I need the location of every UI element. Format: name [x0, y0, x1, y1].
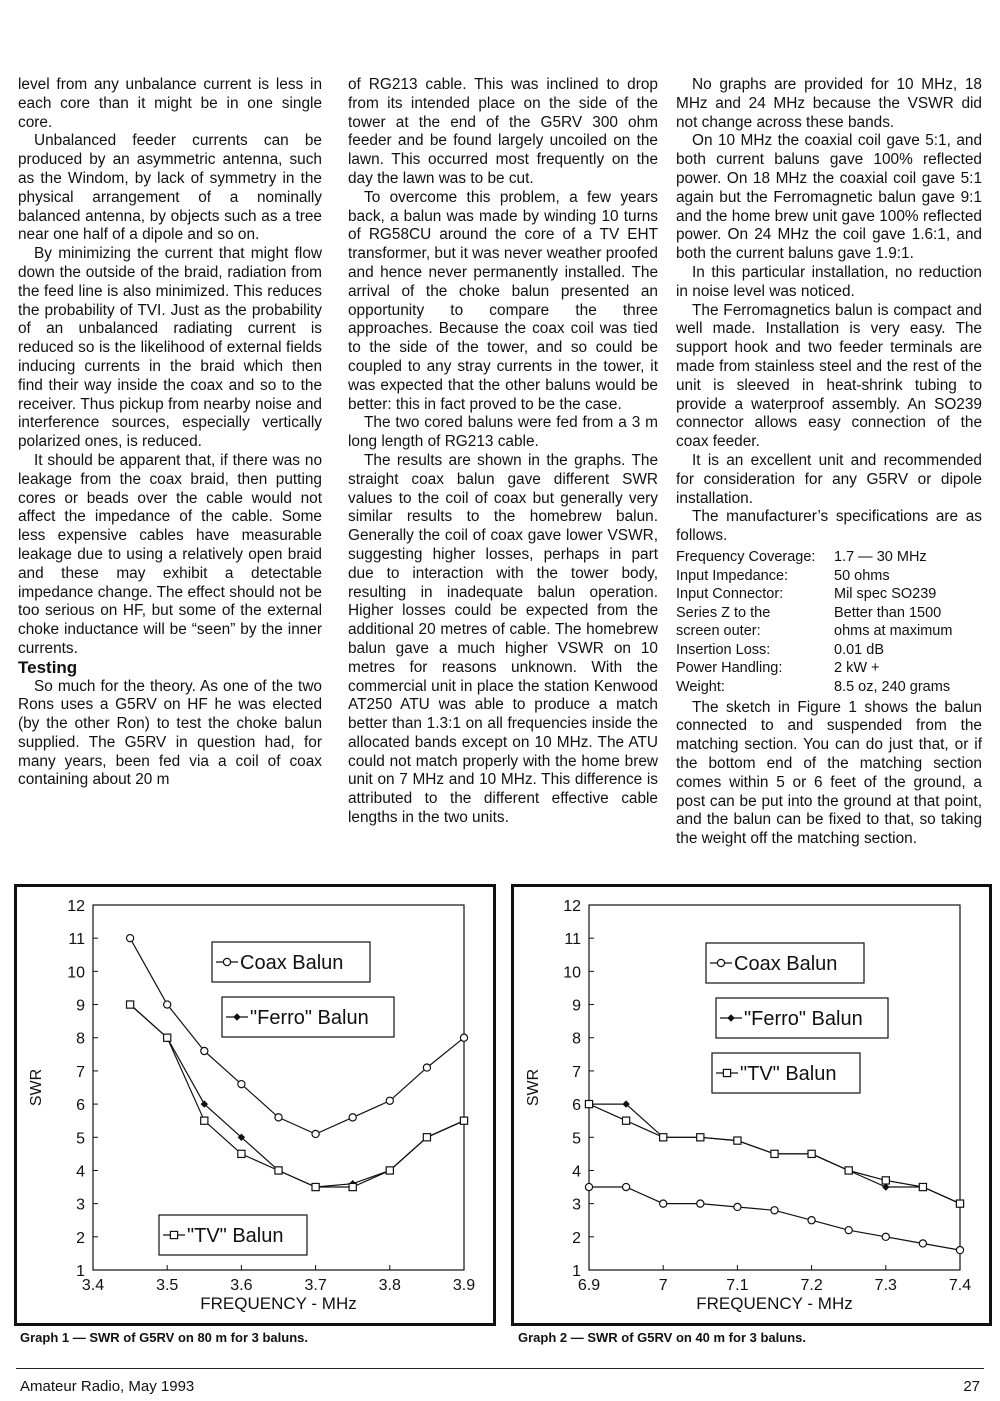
footer-publication: Amateur Radio, May 1993 [20, 1378, 195, 1395]
legend-entry [222, 997, 394, 1037]
spec-label: Power Handling: [676, 660, 783, 677]
legend-marker [170, 1231, 177, 1238]
y-tick-label: 1 [76, 1263, 85, 1280]
data-point [771, 1150, 778, 1157]
paragraph: So much for the theory. As one of the two Rons uses a G5RV on HF he was elected (by the other Ron) to test the choke balun supplied. The G5RV in question had, for many years, been fed via a coil of coax containing about 20 m [18, 677, 322, 789]
data-point [201, 1117, 208, 1124]
paragraph: level from any unbalance current is less in each core than it might be in one single core. [18, 76, 322, 131]
spec-row [676, 604, 982, 623]
graph-2-canvas [514, 887, 989, 1323]
data-point [956, 1246, 963, 1253]
x-tick-label: 3.5 [156, 1277, 179, 1294]
data-point [771, 1207, 778, 1214]
spec-value: 50 ohms [834, 567, 890, 584]
y-tick-label: 12 [563, 898, 581, 915]
data-point [460, 1117, 467, 1124]
data-point [845, 1227, 852, 1234]
footer-page-number: 27 [963, 1378, 980, 1395]
text-column-2 [348, 76, 658, 828]
data-point [386, 1097, 393, 1104]
spec-value: ohms at maximum [834, 623, 953, 640]
paragraph: The two cored baluns were fed from a 3 m long length of RG213 cable. [348, 414, 658, 451]
data-point [386, 1167, 393, 1174]
data-point [734, 1203, 741, 1210]
footer-rule [16, 1368, 984, 1369]
spec-label: Input Impedance: [676, 567, 789, 584]
section-heading-testing: Testing [18, 657, 78, 677]
data-point [919, 1183, 926, 1190]
data-point [275, 1114, 282, 1121]
spec-row [676, 659, 982, 678]
legend-label: Coax Balun [240, 952, 344, 974]
y-axis-label: SWR [28, 1068, 45, 1107]
data-point [808, 1150, 815, 1157]
x-tick-label: 3.8 [378, 1277, 401, 1294]
data-point [845, 1167, 852, 1174]
y-tick-label: 1 [572, 1263, 581, 1280]
x-tick-label: 7.1 [726, 1277, 749, 1294]
y-tick-label: 11 [68, 931, 85, 949]
legend-label: "TV" Balun [740, 1063, 837, 1085]
data-point [238, 1150, 245, 1157]
legend-marker [723, 1069, 730, 1076]
paragraph: The results are shown in the graphs. The straight coax balun gave different SWR values to the coil of coax but generally very similar results to the homebrew balun. Generally the coil of coax gave lower VSWR, suggesting higher losses, perhaps in part due to interaction with the tower body, resulting in inadequate balun operation. Higher losses could be expected from the additional 20 metres of cable. The homebrew balun gave a much higher VSWR on 10 metres for reasons unknown. With the commercial unit in place the station Kenwood AT250 ATU was able to produce a match better than 1.3:1 on all frequencies inside the allocated bands except on 10 MHz. The ATU could not match properly with the home brew unit on 7 MHz and 10 MHz. This difference is attributed to the different effective cable lengths in the two units. [348, 451, 658, 827]
spec-row [676, 567, 982, 586]
legend-label: "TV" Balun [187, 1225, 284, 1247]
data-point [127, 935, 134, 942]
paragraph: of RG213 cable. This was inclined to drop from its intended place on the side of the tower at the end of the G5RV 300 ohm feeder and be found largely uncoiled on the lawn. This occurred most frequently on the day the lawn was to be cut. [348, 76, 658, 187]
spec-value: 8.5 oz, 240 grams [834, 679, 951, 696]
x-tick-label: 3.4 [81, 1277, 105, 1294]
y-tick-label: 10 [563, 964, 581, 982]
y-axis-label: SWR [525, 1068, 542, 1107]
data-point [201, 1047, 208, 1054]
data-point [127, 1001, 134, 1008]
legend-entry [712, 1053, 860, 1093]
paragraph: It should be apparent that, if there was no leakage from the coax braid, then putting cores or beads over the cable would not affect the impedance of the cable. Some less expensive cables have measurable leakage due to using a relatively open braid and these may exhibit a detectable impedance change. The effect should not be too serious on HF, but some of the external choke inductance will be “seen” by the inner currents. [18, 451, 322, 657]
data-point [956, 1200, 963, 1207]
spec-row [676, 641, 982, 660]
paragraph: The Ferromagnetics balun is compact and well made. Installation is very easy. The support hook and two feeder terminals are made from stainless steel and the rest of the unit is sleeved in heat-shrink tubing to provide a waterproof assembly. An SO239 connector allows easy connection of the coax feeder. [676, 301, 982, 451]
x-tick-label: 3.6 [230, 1277, 253, 1294]
graph-1-80m-swr [14, 884, 496, 1326]
graph-2-caption: Graph 2 — SWR of G5RV on 40 m for 3 baluns. [518, 1330, 806, 1345]
series-line [589, 1187, 960, 1250]
legend-entry [706, 943, 864, 983]
data-point [808, 1217, 815, 1224]
y-tick-label: 10 [67, 964, 85, 982]
x-tick-label: 7.2 [800, 1277, 823, 1294]
data-point [585, 1100, 592, 1107]
data-point [623, 1183, 630, 1190]
x-tick-label: 7 [658, 1277, 668, 1294]
spec-value: 2 kW + [834, 660, 880, 677]
data-point [164, 1034, 171, 1041]
spec-value: Mil spec SO239 [834, 586, 937, 603]
data-point [919, 1240, 926, 1247]
y-tick-label: 6 [76, 1097, 85, 1115]
data-point [423, 1064, 430, 1071]
legend-marker [717, 959, 724, 966]
graph-1-canvas [17, 887, 493, 1323]
y-tick-label: 9 [572, 997, 581, 1015]
data-point [734, 1137, 741, 1144]
spec-label: Input Connector: [676, 586, 784, 603]
paragraph: In this particular installation, no reduction in noise level was noticed. [676, 263, 982, 300]
y-tick-label: 6 [572, 1097, 581, 1115]
y-tick-label: 5 [572, 1130, 581, 1148]
y-tick-label: 3 [76, 1196, 85, 1214]
data-point [349, 1183, 356, 1190]
y-tick-label: 2 [572, 1229, 581, 1247]
data-point [697, 1200, 704, 1207]
data-point [882, 1233, 889, 1240]
spec-row [676, 548, 982, 567]
text-column-1 [18, 76, 322, 790]
y-tick-label: 7 [572, 1063, 581, 1081]
data-point [164, 1001, 171, 1008]
spec-label: screen outer: [676, 623, 761, 640]
data-point [312, 1130, 319, 1137]
spec-row [676, 622, 982, 641]
y-tick-label: 2 [76, 1229, 85, 1247]
legend-label: "Ferro" Balun [250, 1007, 369, 1029]
spec-label: Weight: [676, 679, 725, 696]
data-point [660, 1134, 667, 1141]
data-point [623, 1117, 630, 1124]
data-point [460, 1034, 467, 1041]
y-tick-label: 8 [76, 1030, 85, 1048]
y-tick-label: 5 [76, 1130, 85, 1148]
data-point [882, 1177, 889, 1184]
legend-entry [159, 1215, 307, 1255]
graph-2-40m-swr [511, 884, 992, 1326]
data-point [312, 1183, 319, 1190]
x-tick-label: 3.9 [452, 1277, 476, 1294]
data-point [349, 1114, 356, 1121]
spec-table [676, 548, 982, 697]
y-tick-label: 7 [76, 1063, 85, 1081]
y-tick-label: 4 [572, 1163, 581, 1181]
x-tick-label: 3.7 [304, 1277, 327, 1294]
spec-row [676, 585, 982, 604]
series-square [585, 1100, 963, 1207]
data-point [883, 1184, 889, 1190]
legend-entry [212, 942, 370, 982]
spec-label: Frequency Coverage: [676, 548, 816, 565]
spec-value: 1.7 — 30 MHz [834, 548, 927, 565]
x-axis-label: FREQUENCY - MHz [200, 1294, 357, 1313]
x-tick-label: 6.9 [577, 1277, 601, 1294]
spec-label: Insertion Loss: [676, 641, 771, 658]
y-tick-label: 3 [572, 1196, 581, 1214]
data-point [660, 1200, 667, 1207]
data-point [585, 1183, 592, 1190]
paragraph: No graphs are provided for 10 MHz, 18 MHz and 24 MHz because the VSWR did not change across these bands. [676, 76, 982, 131]
spec-value: 0.01 dB [834, 641, 884, 658]
legend-label: Coax Balun [734, 953, 838, 975]
y-tick-label: 12 [67, 898, 85, 915]
data-point [238, 1081, 245, 1088]
paragraph: To overcome this problem, a few years back, a balun was made by winding 10 turns of RG58CU around the core of a TV EHT transformer, but it was never weather proofed and hence never permanently installed. The arrival of the choke balun presented an opportunity to compare the three approaches. Because the coax coil was tied to the side of the tower, and so could be coupled to any stray currents in the tower, it was expected that the other baluns would be better: this in fact proved to be the case. [348, 188, 658, 413]
series-circle [585, 1183, 963, 1253]
paragraph: Unbalanced feeder currents can be produced by an asymmetric antenna, such as the Windom, by lack of symmetry in the physical arrangement of a nominally balanced antenna, by objects such as a tree near one half of a dipole and so on. [18, 132, 322, 244]
paragraph: The manufacturer’s specifications are as follows. [676, 508, 982, 545]
paragraph: By minimizing the current that might flow down the outside of the braid, radiation from the feed line is also minimized. This reduces the probability of TVI. Just as the probability of an unbalanced radiating current is reduced so is the likelihood of external fields inducing currents in the braid which then find their way inside the coax and so to the receiver. Thus pickup from nearby noise and interference sources, especially vertically polarized ones, is reduced. [18, 245, 322, 451]
spec-label: Series Z to the [676, 604, 771, 621]
y-tick-label: 9 [76, 997, 85, 1015]
spec-row [676, 678, 982, 697]
y-tick-label: 8 [572, 1030, 581, 1048]
x-tick-label: 7.4 [948, 1277, 972, 1294]
text-column-3 [676, 76, 982, 849]
legend-label: "Ferro" Balun [744, 1008, 863, 1030]
legend-entry [716, 998, 888, 1038]
paragraph: On 10 MHz the coaxial coil gave 5:1, and both current baluns gave 100% reflected power. On 18 MHz the coaxial coil gave 5:1 again but the Ferromagnetic balun gave 9:1 and the home brew unit gave 100% reflected power. On 24 MHz the coil gave 1.6:1, and both the current baluns gave 1.9:1. [676, 132, 982, 263]
legend-marker [223, 958, 230, 965]
data-point [697, 1134, 704, 1141]
spec-value: Better than 1500 [834, 604, 942, 621]
x-tick-label: 7.3 [874, 1277, 897, 1294]
paragraph: It is an excellent unit and recommended for consideration for any G5RV or dipole installation. [676, 451, 982, 507]
graph-1-caption: Graph 1 — SWR of G5RV on 80 m for 3 baluns. [20, 1330, 308, 1345]
data-point [423, 1134, 430, 1141]
x-axis-label: FREQUENCY - MHz [696, 1294, 853, 1313]
y-tick-label: 4 [76, 1163, 85, 1181]
y-tick-label: 11 [564, 931, 581, 949]
paragraph: The sketch in Figure 1 shows the balun connected to and suspended from the matching section. You can do just that, or if the bottom end of the matching section comes within 5 or 6 feet of the ground, a post can be put into the ground at that point, and the balun can be fixed to that, so taking the weight off the matching section. [676, 698, 982, 848]
data-point [275, 1167, 282, 1174]
